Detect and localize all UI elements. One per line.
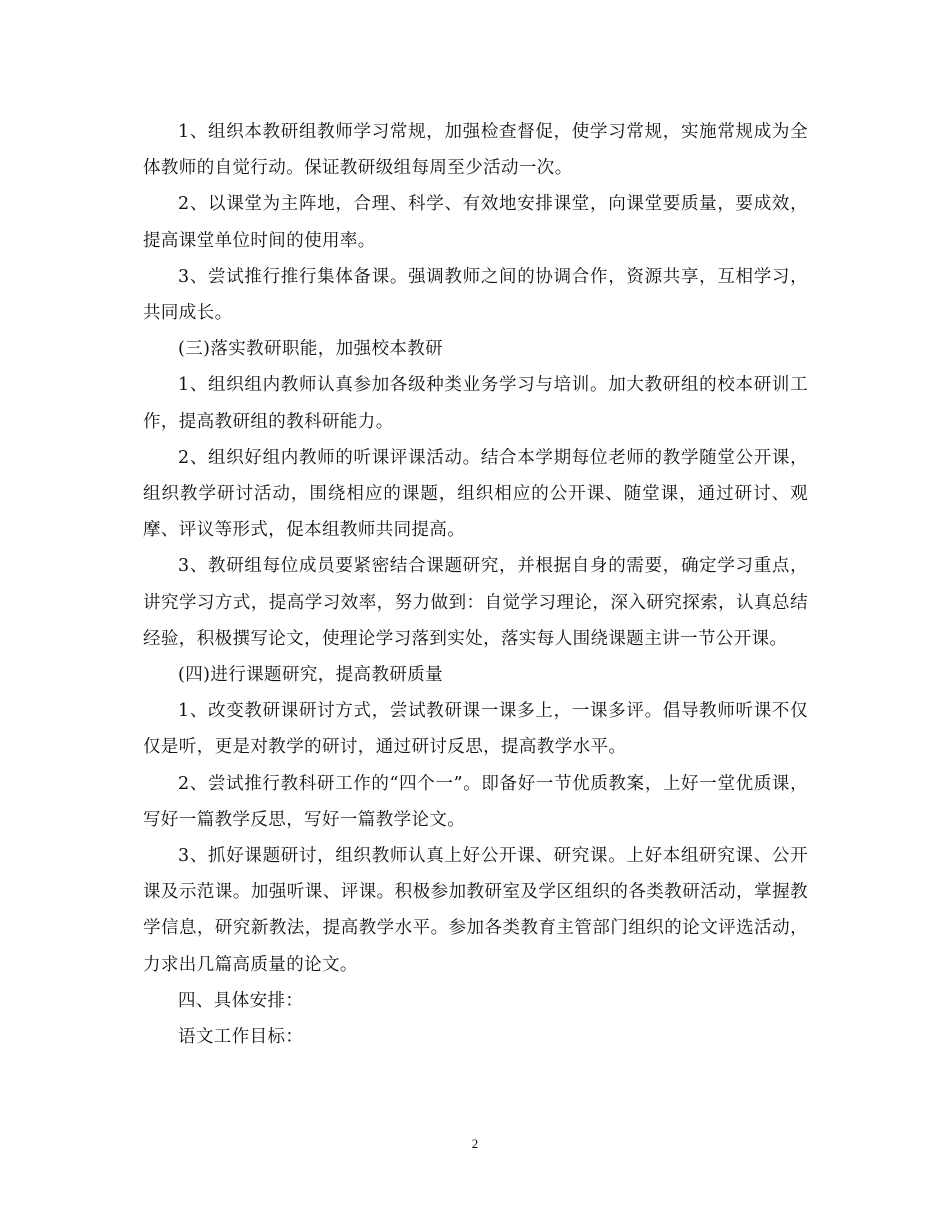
paragraph-item-2: 2、以课堂为主阵地，合理、科学、有效地安排课堂，向课堂要质量，要成效，提高课堂单位时间的使用率。 xyxy=(143,194,808,251)
paragraph-item-4-3: 3、抓好课题研讨，组织教师认真上好公开课、研究课。上好本组研究课、公开课及示范课。加强听课、评课。积极参加教研室及学区组织的各类教研活动，掌握教学信息，研究新教法，提高教学水平。参加各类教育主管部门组织的论文评选活动，力求出几篇高质量的论文。 xyxy=(143,846,808,975)
paragraph-item-3-1: 1、组织组内教师认真参加各级种类业务学习与培训。加大教研组的校本研训工作，提高教研组的教科研能力。 xyxy=(143,375,808,432)
paragraph-item-3-3: 3、教研组每位成员要紧密结合课题研究，并根据自身的需要，确定学习重点，讲究学习方式，提高学习效率，努力做到：自觉学习理论，深入研究探索，认真总结经验，积极撰写论文，使理论学习落到实处，落实每人围绕课题主讲一节公开课。 xyxy=(143,556,808,649)
paragraph-item-3: 3、尝试推行推行集体备课。强调教师之间的协调合作，资源共享，互相学习，共同成长。 xyxy=(143,266,808,324)
paragraph-item-4-1: 1、改变教研课研讨方式，尝试教研课一课多上，一课多评。倡导教师听课不仅仅是听，更是对教学的研讨，通过研讨反思，提高教学水平。 xyxy=(143,701,808,758)
section-heading-arrangement: 四、具体安排： xyxy=(178,990,304,1011)
page-number: 2 xyxy=(471,1136,479,1151)
section-heading-4: (四)进行课题研究，提高教研质量 xyxy=(178,665,444,686)
section-heading-3: (三)落实教研职能，加强校本教研 xyxy=(178,339,444,360)
paragraph-item-4-2: 2、尝试推行教科研工作的“四个一”。即备好一节优质教案，上好一堂优质课，写好一篇教学反思，写好一篇教学论文。 xyxy=(143,773,808,830)
section-heading-chinese-goals: 语文工作目标： xyxy=(178,1027,304,1048)
document-body xyxy=(143,114,808,1055)
paragraph-item-1: 1、组织本教研组教师学习常规，加强检查督促，使学习常规，实施常规成为全体教师的自觉行动。保证教研级组每周至少活动一次。 xyxy=(143,122,808,179)
paragraph-item-3-2: 2、组织好组内教师的听课评课活动。结合本学期每位老师的教学随堂公开课，组织教学研讨活动，围绕相应的课题，组织相应的公开课、随堂课，通过研讨、观摩、评议等形式，促本组教师共同提高。 xyxy=(143,447,808,541)
